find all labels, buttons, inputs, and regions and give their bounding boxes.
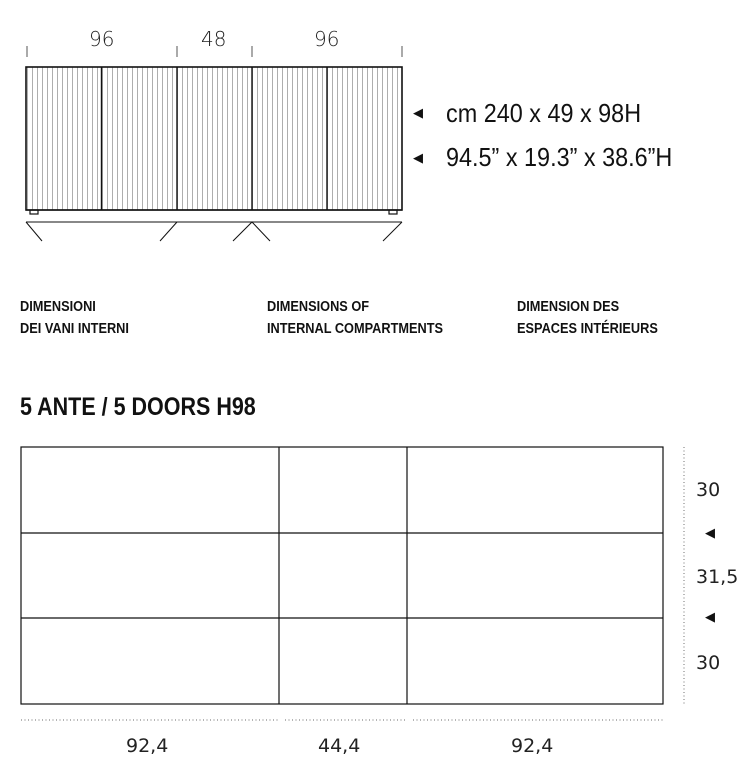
door-opening-lines [26, 222, 402, 241]
compartment-height-bottom: 30 [696, 652, 721, 674]
caption-french: DIMENSION DES ESPACES INTÉRIEURS [517, 299, 658, 337]
compartment-height-middle: 31,5 [696, 566, 739, 588]
caption-italian: DIMENSIONI DEI VANI INTERNI [20, 299, 129, 337]
compartments-outline [21, 447, 663, 704]
top-width-middle: 48 [201, 27, 227, 51]
arrow-left-icon: ◀ [413, 151, 423, 166]
compartments-diagram [0, 430, 755, 775]
arrow-left-icon: ◀ [413, 106, 423, 121]
compartment-width-middle: 44,4 [318, 735, 361, 757]
sideboard-body [26, 67, 402, 210]
caption-english: DIMENSIONS OF INTERNAL COMPARTMENTS [267, 299, 444, 337]
top-width-right: 96 [314, 27, 340, 51]
top-width-left: 96 [89, 27, 115, 51]
compartment-width-left: 92,4 [126, 735, 169, 757]
compartment-dividers [21, 447, 663, 704]
arrow-left-icon: ◀ [705, 526, 715, 541]
section-title: 5 ANTE / 5 DOORS H98 [20, 393, 256, 421]
compartment-width-right: 92,4 [511, 735, 554, 757]
size-inches: 94.5” x 19.3” x 38.6”H [446, 142, 673, 172]
size-cm: cm 240 x 49 x 98H [446, 98, 642, 128]
dotted-dimension-guides [21, 447, 684, 720]
arrow-left-icon: ◀ [705, 610, 715, 625]
compartment-height-top: 30 [696, 479, 721, 501]
